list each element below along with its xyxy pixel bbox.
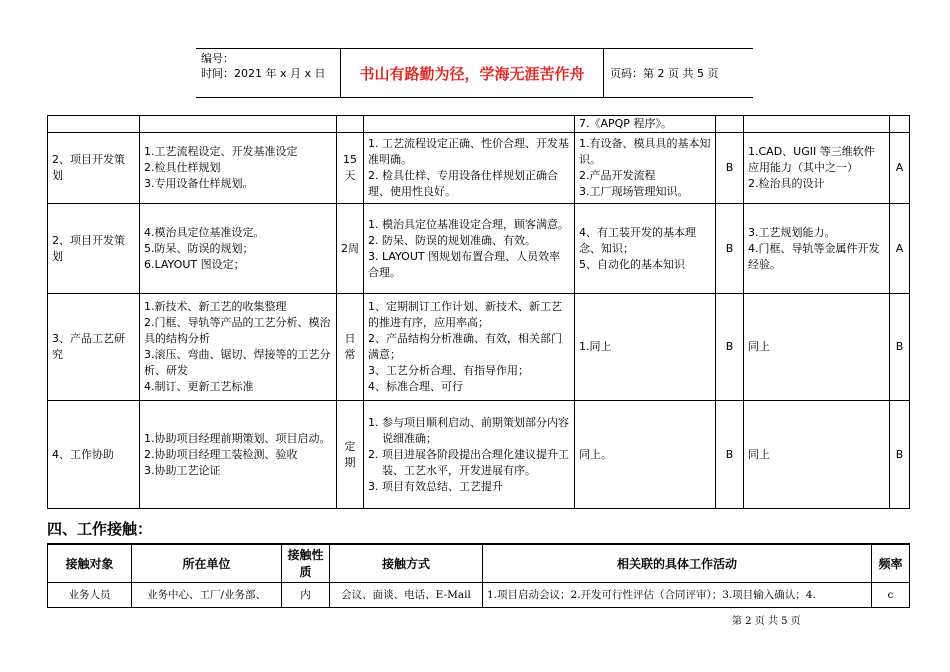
- skill-level: B: [890, 401, 910, 509]
- table-header-row: [48, 544, 910, 582]
- col-header-frequency: 频率: [872, 544, 910, 582]
- skill-line: 同上: [748, 447, 770, 461]
- contact-table: [47, 543, 910, 608]
- standard-line: 2、产品结构分析准确、有效，相关部门满意；: [368, 332, 562, 361]
- duty-standard: [364, 294, 575, 401]
- knowledge-level: B: [716, 401, 744, 509]
- page-header: [196, 48, 753, 98]
- duty-name: 2、项目开发策划: [48, 133, 140, 204]
- content-line: 6.LAYOUT 图设定；: [144, 257, 245, 271]
- contact-activity: 1.项目启动会议；2.开发可行性评估（合同评审）；3.项目输入确认；4.: [483, 582, 872, 607]
- table-row: [48, 401, 910, 509]
- standard-line: 2. 项目进展各阶段提出合理化建议提升工装、工艺水平，开发进展有序。: [368, 447, 569, 477]
- code-label: 编号：: [201, 52, 234, 65]
- duty-skill: [744, 204, 890, 294]
- content-line: 1.工艺流程设定、开发基准设定: [144, 145, 298, 158]
- col-header-target: 接触对象: [48, 544, 132, 582]
- col-header-unit: 所在单位: [132, 544, 282, 582]
- content-line: 4.制订、更新工艺标准: [144, 380, 254, 393]
- skill-line: 1.CAD、UGII 等三维软件应用能力（其中之一）: [748, 145, 875, 174]
- standard-line: 3. LAYOUT 图规划布置合理、人员效率合理。: [368, 249, 561, 279]
- duty-knowledge: [575, 294, 716, 401]
- duty-skill: [744, 133, 890, 204]
- content-line: 5.防呆、防误的规划；: [144, 241, 254, 255]
- standard-line: 4、标准合理、可行: [368, 380, 463, 393]
- knowledge-level: B: [716, 294, 744, 401]
- knowledge-line: 1.同上: [579, 340, 612, 353]
- duty-knowledge: [575, 401, 716, 509]
- duty-content: [140, 133, 337, 204]
- standard-line: 3、工艺分析合理、有指导作用；: [368, 364, 529, 377]
- knowledge-line: 同上。: [579, 447, 612, 461]
- skill-line: 2.检治具的设计: [748, 177, 825, 190]
- page-footer: 第 2 页 共 5 页: [732, 616, 801, 627]
- standard-line: 1. 参与项目顺利启动、前期策划部分内容说细准确；: [368, 415, 569, 445]
- col-header-nature: 接触性质: [282, 544, 330, 582]
- contact-method: 会议、面谈、电话、E-Mail: [330, 582, 483, 607]
- duty-time: 2周: [337, 204, 364, 294]
- content-line: 3.协助工艺论证: [144, 463, 221, 477]
- table-row: [48, 116, 910, 133]
- contact-unit: 业务中心、工厂/业务部、: [132, 582, 282, 607]
- contact-frequency: c: [872, 582, 910, 607]
- table-row: [48, 294, 910, 401]
- content-line: 3.专用设备仕样规划。: [144, 177, 254, 190]
- col-header-activity: 相关联的具体工作活动: [483, 544, 872, 582]
- standard-line: 2. 检具仕样、专用设备仕样规划正确合理、使用性良好。: [368, 169, 558, 198]
- skill-line: 同上: [748, 340, 770, 353]
- knowledge-line: 3.工厂现场管理知识。: [579, 185, 689, 198]
- duty-content: [140, 401, 337, 509]
- duty-standard: [364, 204, 575, 294]
- content-line: 2.门框、导轨等产品的工艺分析、模治具的结构分析: [144, 316, 331, 345]
- duty-name: 4、工作协助: [48, 401, 140, 509]
- skill-level: B: [890, 294, 910, 401]
- content-line: 1.新技术、新工艺的收集整理: [144, 300, 287, 313]
- content-line: 3.滚压、弯曲、锯切、焊接等的工艺分析、研发: [144, 348, 331, 377]
- duty-content: [140, 294, 337, 401]
- duty-knowledge: [575, 204, 716, 294]
- knowledge-level: B: [716, 133, 744, 204]
- skill-line: 4.门框、导轨等金属件开发经验。: [748, 241, 880, 271]
- duty-knowledge: [575, 133, 716, 204]
- standard-line: 1. 工艺流程设定正确、性价合理、开发基准明确。: [368, 137, 569, 166]
- date-label: 时间：2021 年 x 月 x 日: [201, 67, 326, 80]
- duty-skill: [744, 294, 890, 401]
- skill-line: 3.工艺规划能力。: [748, 225, 836, 239]
- table-row: [48, 133, 910, 204]
- table-row: [48, 582, 910, 607]
- knowledge-line: 4、有工装开发的基本理念、知识；: [579, 225, 696, 255]
- content-line: 4.模治具定位基准设定。: [144, 225, 265, 239]
- knowledge-line: 5、自动化的基本知识: [579, 257, 685, 271]
- contact-nature: 内: [282, 582, 330, 607]
- content-line: 1.协助项目经理前期策划、项目启动。: [144, 431, 331, 445]
- content-line: 2.协助项目经理工装检测、验收: [144, 447, 298, 461]
- knowledge-level: B: [716, 204, 744, 294]
- contact-target: 业务人员: [48, 582, 132, 607]
- standard-line: 2. 防呆、防误的规划准确、有效。: [368, 233, 536, 247]
- duty-content: [140, 204, 337, 294]
- duty-standard: [364, 401, 575, 509]
- skill-level: A: [890, 133, 910, 204]
- motto: 书山有路勤为径，学海无涯苦作舟: [340, 49, 604, 97]
- duty-standard: [364, 133, 575, 204]
- duty-skill: [744, 401, 890, 509]
- col-header-method: 接触方式: [330, 544, 483, 582]
- knowledge-line: 2.产品开发流程: [579, 169, 656, 182]
- duty-time: 15天: [337, 133, 364, 204]
- knowledge-cell: 7.《APQP 程序》。: [575, 116, 716, 133]
- standard-line: 1. 模治具定位基准设定合理，顾客满意。: [368, 217, 569, 231]
- duty-time: 定期: [337, 401, 364, 509]
- duty-table: [47, 115, 910, 509]
- skill-level: A: [890, 204, 910, 294]
- content-line: 2.检具仕样规划: [144, 161, 221, 174]
- duty-name: 3、产品工艺研究: [48, 294, 140, 401]
- knowledge-line: 1.有设备、模具具的基本知识。: [579, 137, 711, 166]
- duty-time: 日常: [337, 294, 364, 401]
- standard-line: 3. 项目有效总结、工艺提升: [368, 479, 503, 493]
- table-row: [48, 204, 910, 294]
- standard-line: 1、定期制订工作计划、新技术、新工艺的推进有序，应用率高；: [368, 300, 562, 329]
- page-label: 页码：第 2 页 共 5 页: [610, 67, 719, 80]
- duty-name: 2、项目开发策划: [48, 204, 140, 294]
- header-meta: [196, 49, 340, 97]
- section-title: 四、工作接触：: [47, 520, 153, 538]
